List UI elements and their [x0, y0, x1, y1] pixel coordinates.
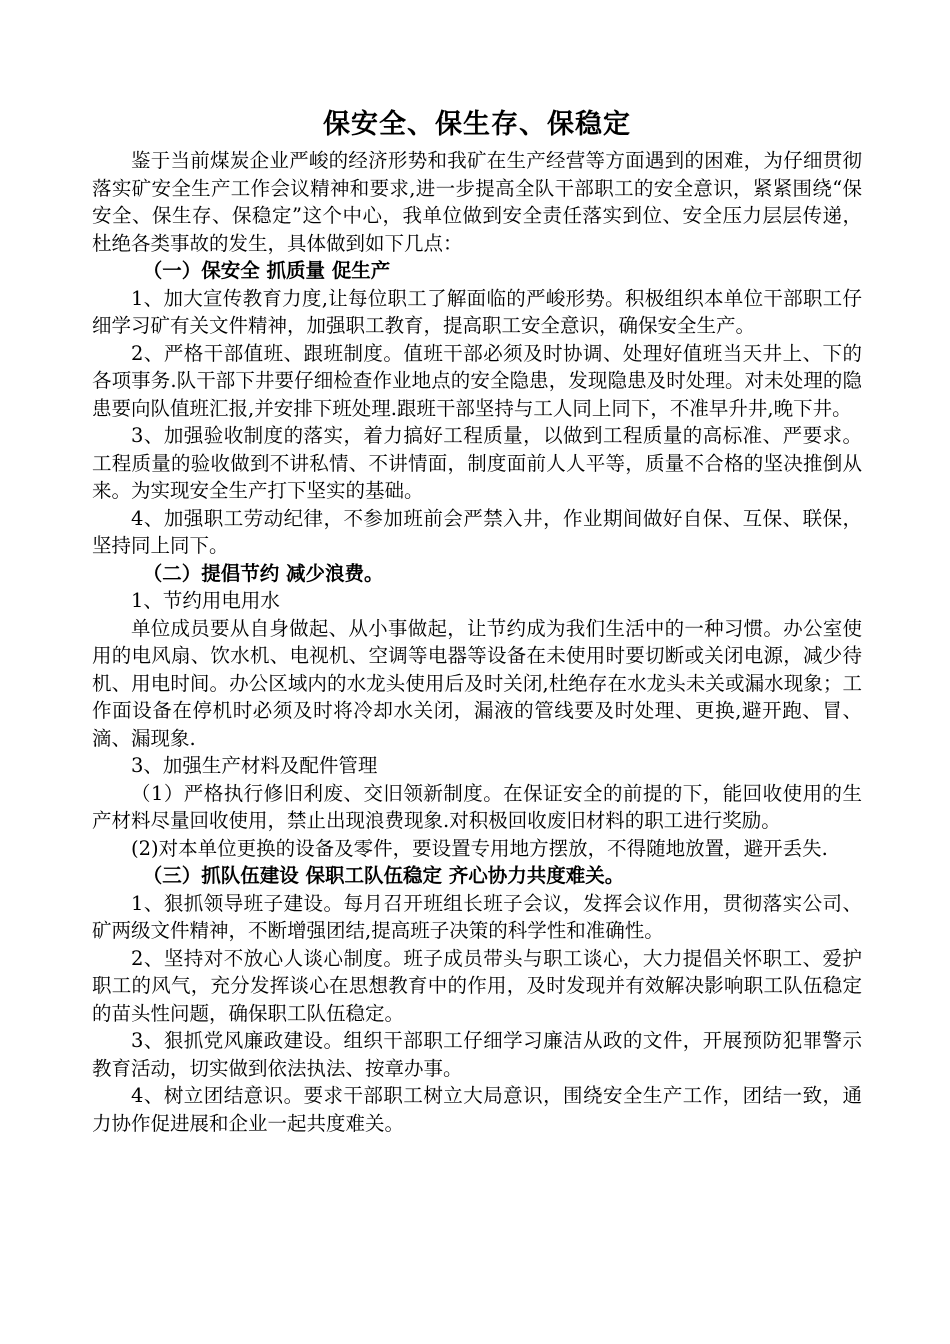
document-title: 保安全、保生存、保稳定 [323, 109, 631, 140]
section-3-paragraph-4: 4、树立团结意识。要求干部职工树立大局意识，围绕安全生产工作，团结一致，通力协作促进展和企业一起共度难关。 [92, 1084, 862, 1135]
section-1-paragraph-4: 4、加强职工劳动纪律，不参加班前会严禁入井，作业期间做好自保、互保、联保，坚持同上同下。 [92, 506, 862, 557]
section-2-paragraph-2: （1）严格执行修旧利废、交旧领新制度。在保证安全的前提的下，能回收使用的生产材料尽量回收使用，禁止出现浪费现象.对积极回收废旧材料的职工进行奖励。 [92, 781, 862, 832]
section-3-paragraph-3: 3、狠抓党风廉政建设。组织干部职工仔细学习廉洁从政的文件，开展预防犯罪警示教育活动，切实做到依法执法、按章办事。 [92, 1029, 862, 1080]
section-1-heading: （一）保安全 抓质量 促生产 [142, 259, 391, 282]
intro-paragraph: 鉴于当前煤炭企业严峻的经济形势和我矿在生产经营等方面遇到的困难，为仔细贯彻落实矿安全生产工作会议精神和要求,进一步提高全队干部职工的安全意识，紧紧围绕“保安全、保生存、保稳定”这个中心，我单位做到安全责任落实到位、安全压力层层传递，杜绝各类事故的发生，具体做到如下几点： [92, 149, 862, 255]
section-2-paragraph-1: 单位成员要从自身做起、从小事做起，让节约成为我们生活中的一种习惯。办公室使用的电风扇、饮水机、电视机、空调等电器等设备在未使用时要切断或关闭电源，减少待机、用电时间。办公区域内的水龙头使用后及时关闭,杜绝存在水龙头未关或漏水现象；工作面设备在停机时必须及时将冷却水关闭，漏液的管线要及时处理、更换,避开跑、冒、滴、漏现象. [92, 616, 862, 750]
section-2-heading: （二）提倡节约 减少浪费。 [142, 561, 384, 585]
document-page [92, 103, 862, 1137]
section-3-paragraph-2: 2、坚持对不放心人谈心制度。班子成员带头与职工谈心，大力提倡关怀职工、爱护职工的风气，充分发挥谈心在思想教育中的作用，及时发现并有效解决影响职工队伍稳定的苗头性问题，确保职工队伍稳定。 [92, 946, 862, 1025]
section-1-paragraph-2: 2、严格干部值班、跟班制度。值班干部必须及时协调、处理好值班当天井上、下的各项事务.队干部下井要仔细检查作业地点的安全隐患，发现隐患及时处理。对未处理的隐患要向队值班汇报,并安排下班处理.跟班干部坚持与工人同上同下，不准早升井,晚下井。 [92, 341, 862, 420]
section-3-heading: （三）抓队伍建设 保职工队伍稳定 齐心协力共度难关。 [142, 864, 625, 887]
section-2-subheading-1: 1、节约用电用水 [131, 589, 280, 612]
section-1-paragraph-1: 1、加大宣传教育力度,让每位职工了解面临的严峻形势。积极组织本单位干部职工仔细学习矿有关文件精神，加强职工教育，提高职工安全意识，确保安全生产。 [92, 286, 862, 337]
section-3-paragraph-1: 1、狠抓领导班子建设。每月召开班组长班子会议，发挥会议作用，贯彻落实公司、矿两级文件精神，不断增强团结,提高班子决策的科学性和准确性。 [92, 891, 862, 942]
section-2-paragraph-3: (2)对本单位更换的设备及零件，要设置专用地方摆放，不得随地放置，避开丢失. [131, 836, 828, 860]
section-1-paragraph-3: 3、加强验收制度的落实，着力搞好工程质量，以做到工程质量的高标准、严要求。工程质量的验收做到不讲私情、不讲情面，制度面前人人平等，质量不合格的坚决推倒从来。为实现安全生产打下坚实的基础。 [92, 424, 862, 502]
section-2-subheading-3: 3、加强生产材料及配件管理 [131, 754, 378, 777]
